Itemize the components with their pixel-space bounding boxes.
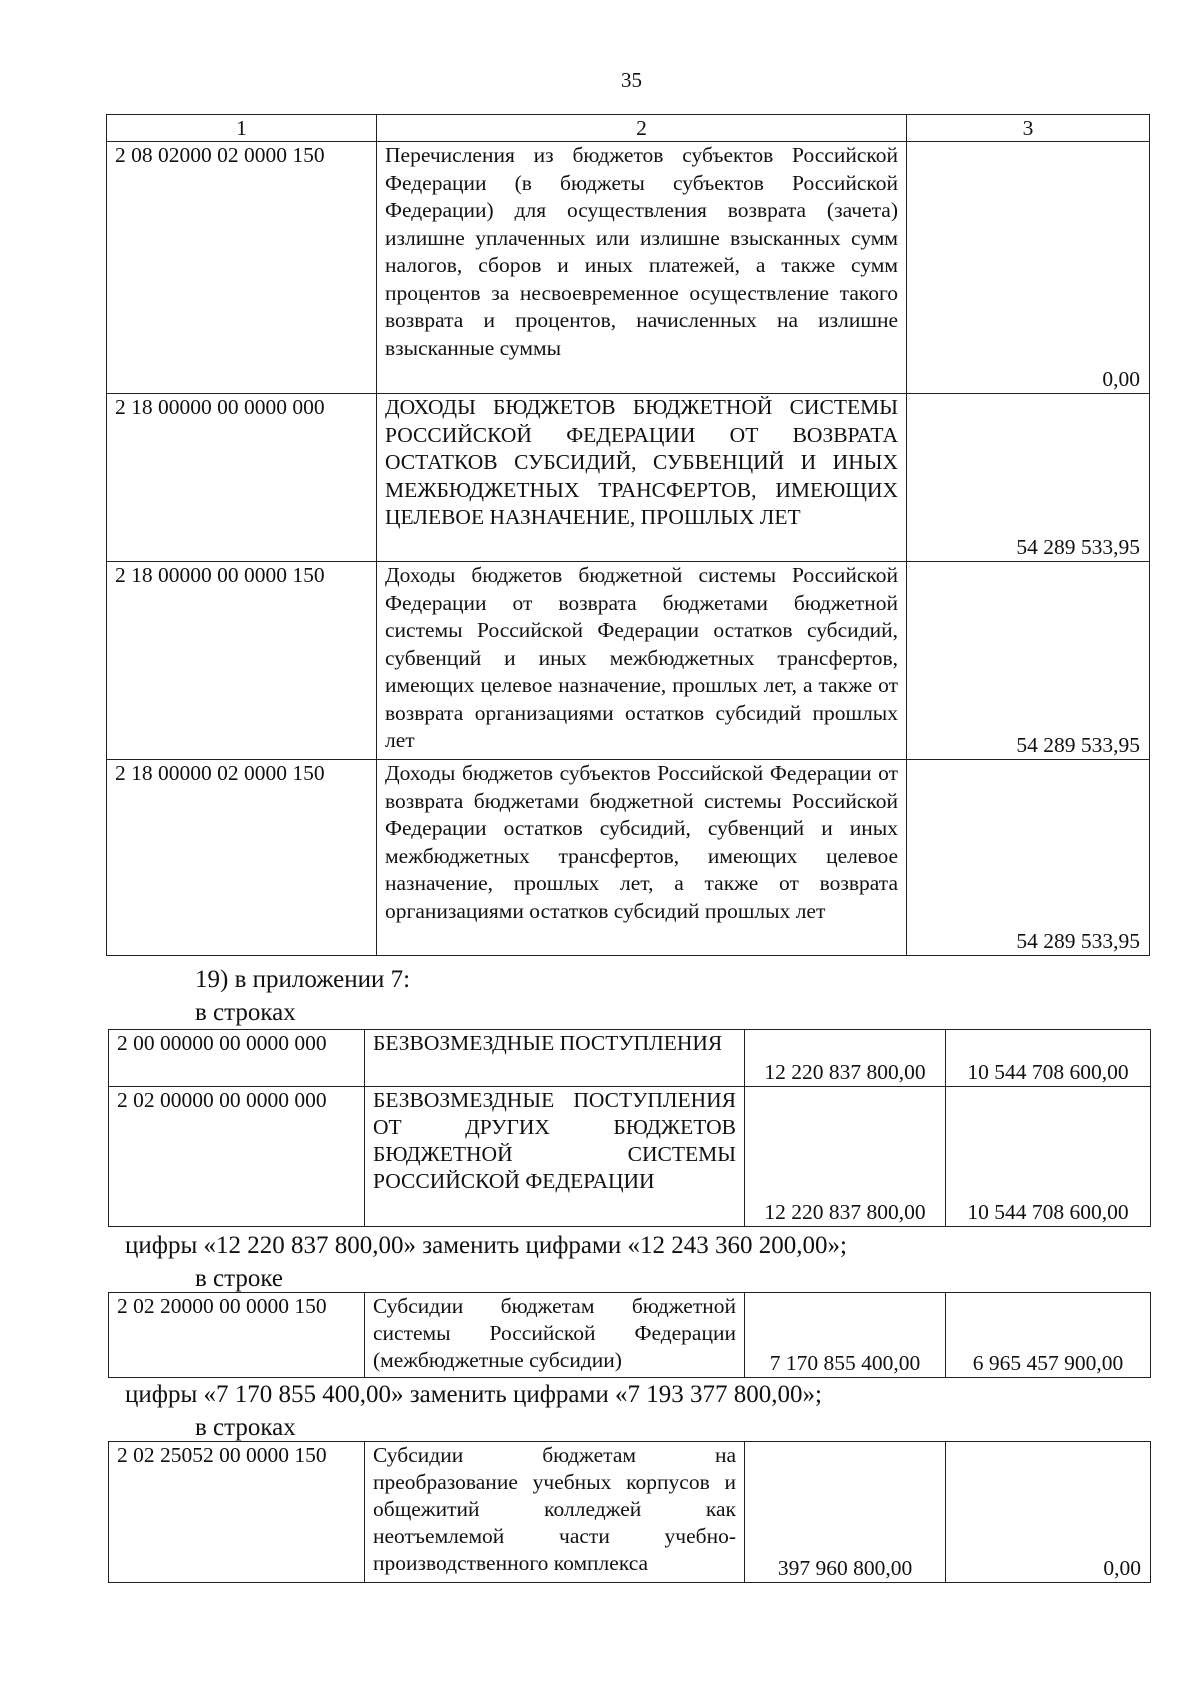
row-description: Доходы бюджетов субъектов Российской Федерации от возврата бюджетами бюджетной системы Российской Федерации остатков субсидий, субвенций и иных межбюджетных трансфертов, имеющих целевое назначение, прошлых лет, а также от возврата организациями остатков субсидий прошлых лет (377, 760, 907, 956)
table-row (109, 1293, 1151, 1378)
appendix-table (108, 1029, 1151, 1227)
table-row (107, 142, 1150, 394)
appendix-table (108, 1292, 1151, 1378)
row-amount: 12 220 837 800,00 (745, 1030, 946, 1087)
row-amount: 10 544 708 600,00 (946, 1030, 1151, 1087)
row-description: БЕЗВОЗМЕЗДНЫЕ ПОСТУПЛЕНИЯ (365, 1030, 745, 1087)
row-label: в строке (195, 1265, 284, 1292)
row-description: Субсидии бюджетам бюджетной системы Российской Федерации (межбюджетные субсидии) (365, 1293, 745, 1378)
row-description: Субсидии бюджетам на преобразование учебных корпусов и общежитий колледжей как неотъемлемой части учебно-производственного комплекса (365, 1442, 745, 1583)
row-amount: 0,00 (907, 142, 1150, 394)
table-row (109, 1087, 1151, 1227)
budget-code: 2 02 20000 00 0000 150 (109, 1293, 365, 1378)
row-amount: 7 170 855 400,00 (745, 1293, 946, 1378)
budget-code: 2 02 25052 00 0000 150 (109, 1442, 365, 1583)
column-header: 2 (377, 115, 907, 142)
table-row (107, 394, 1150, 562)
row-amount: 54 289 533,95 (907, 760, 1150, 956)
section-heading: 19) в приложении 7: (195, 966, 411, 993)
table-row (107, 760, 1150, 956)
row-description: БЕЗВОЗМЕЗДНЫЕ ПОСТУПЛЕНИЯ ОТ ДРУГИХ БЮДЖЕТОВ БЮДЖЕТНОЙ СИСТЕМЫ РОССИЙСКОЙ ФЕДЕРАЦИИ (365, 1087, 745, 1227)
budget-code: 2 18 00000 02 0000 150 (107, 760, 377, 956)
page-number: 35 (621, 68, 642, 92)
budget-code: 2 02 00000 00 0000 000 (109, 1087, 365, 1227)
row-amount: 54 289 533,95 (907, 562, 1150, 760)
replacement-instruction: цифры «12 220 837 800,00» заменить цифрами «12 243 360 200,00»; (125, 1232, 847, 1259)
row-description: Доходы бюджетов бюджетной системы Российской Федерации от возврата бюджетами бюджетной системы Российской Федерации остатков субсидий, субвенций и иных межбюджетных трансфертов, имеющих целевое назначение, прошлых лет, а также от возврата организациями остатков субсидий прошлых лет (377, 562, 907, 760)
table-row (107, 562, 1150, 760)
row-description: Перечисления из бюджетов субъектов Российской Федерации (в бюджеты субъектов Российской Федерации) для осуществления возврата (зачета) излишне уплаченных или излишне взысканных сумм налогов, сборов и иных платежей, а также сумм процентов за несвоевременное осуществление такого возврата и процентов, начисленных на излишне взысканные суммы (377, 142, 907, 394)
replacement-instruction: цифры «7 170 855 400,00» заменить цифрами «7 193 377 800,00»; (125, 1381, 822, 1408)
budget-code: 2 18 00000 00 0000 000 (107, 394, 377, 562)
budget-code: 2 08 02000 02 0000 150 (107, 142, 377, 394)
revenue-table (106, 114, 1150, 956)
column-header: 3 (907, 115, 1150, 142)
row-amount: 0,00 (946, 1442, 1151, 1583)
row-amount: 6 965 457 900,00 (946, 1293, 1151, 1378)
row-amount: 10 544 708 600,00 (946, 1087, 1151, 1227)
rows-label: в строках (195, 999, 296, 1026)
row-description: ДОХОДЫ БЮДЖЕТОВ БЮДЖЕТНОЙ СИСТЕМЫ РОССИЙСКОЙ ФЕДЕРАЦИИ ОТ ВОЗВРАТА ОСТАТКОВ СУБСИДИЙ, СУБВЕНЦИЙ И ИНЫХ МЕЖБЮДЖЕТНЫХ ТРАНСФЕРТОВ, ИМЕЮЩИХ ЦЕЛЕВОЕ НАЗНАЧЕНИЕ, ПРОШЛЫХ ЛЕТ (377, 394, 907, 562)
row-amount: 54 289 533,95 (907, 394, 1150, 562)
table-row (109, 1030, 1151, 1087)
table-row (109, 1442, 1151, 1583)
column-header: 1 (107, 115, 377, 142)
row-amount: 397 960 800,00 (745, 1442, 946, 1583)
row-amount: 12 220 837 800,00 (745, 1087, 946, 1227)
appendix-table (108, 1441, 1151, 1583)
budget-code: 2 18 00000 00 0000 150 (107, 562, 377, 760)
table-header-row (107, 115, 1150, 142)
budget-code: 2 00 00000 00 0000 000 (109, 1030, 365, 1087)
rows-label: в строках (195, 1414, 296, 1441)
